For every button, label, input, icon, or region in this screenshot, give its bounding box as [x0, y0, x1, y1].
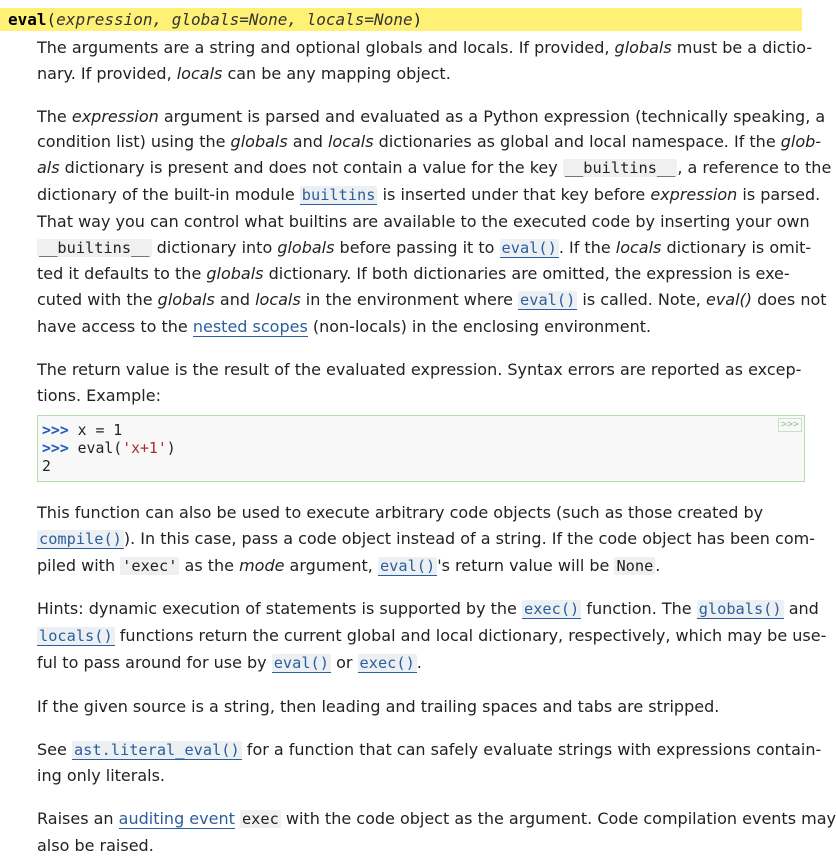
- exec-link[interactable]: exec(): [523, 600, 580, 619]
- function-params: expression, globals=None, locals=None: [56, 10, 413, 29]
- eval-link[interactable]: eval(): [379, 556, 436, 575]
- locals-link[interactable]: locals(): [39, 627, 113, 646]
- prompt: >>>: [42, 440, 69, 457]
- paragraph-expression: The expression argument is parsed and evaluated as a Python expression (technically speaking, a condition list) using the globals and locals dictionaries as global and local namespace. If the glob- als dictionary is present and does not contain a value for the key __builtins__ , a reference to the dictionary of the built-in module builtins is inserted under that key before expression is parsed. That way you can control what builtins are available to the executed code by inserting your own __builtins__ dictionary into globals before passing it to eval() . If the locals dictionary is omit- ted it defaults to the globals dictionary. If both dictionaries are omitted, the expression is exe- cuted with the globals and locals in the environment where eval() is called. Note, eval() does not have access to the nested scopes (non-locals) in the enclosing environment.: [37, 106, 832, 336]
- auditing-event-link[interactable]: auditing event: [118, 809, 235, 829]
- paragraph-code-objects: This function can also be used to execute arbitrary code objects (such as those created by compile() ). In this case, pass a code object instead of a string. If the code object has been com- piled with 'exec' as the mode argument, eval() 's return value will be None .: [37, 503, 815, 575]
- exec-link[interactable]: exec(): [359, 653, 415, 672]
- compile-link[interactable]: compile(): [39, 529, 122, 548]
- open-paren: (: [46, 10, 57, 29]
- copy-prompt-toggle-button[interactable]: >>>: [778, 418, 802, 432]
- eval-link[interactable]: eval(): [520, 291, 576, 310]
- eval-link[interactable]: eval(): [501, 238, 557, 257]
- example-output: 2: [42, 458, 51, 475]
- paragraph-auditing: Raises an auditing event exec with the code object as the argument. Code compilation events may also be raised.: [37, 809, 836, 855]
- close-paren: ): [412, 10, 423, 29]
- nested-scopes-link[interactable]: nested scopes: [192, 316, 308, 336]
- prompt: >>>: [42, 422, 69, 439]
- doc-body-lower: [37, 500, 836, 859]
- paragraph-source-stripping: If the given source is a string, then leading and trailing spaces and tabs are stripped.: [37, 696, 720, 716]
- globals-link[interactable]: globals(): [698, 600, 782, 619]
- function-signature: [0, 8, 802, 31]
- eval-link[interactable]: eval(): [273, 653, 329, 672]
- ast-literal-eval-link[interactable]: ast.literal_eval(): [73, 740, 240, 759]
- paragraph-literal-eval: See ast.literal_eval() for a function that can safely evaluate strings with expressions contain- ing only literals.: [37, 739, 822, 786]
- code-example: >>> >>> x = 1 >>> eval('x+1') 2: [37, 415, 805, 482]
- doc-body: [37, 35, 832, 408]
- builtins-key-code: __builtins__: [564, 159, 676, 178]
- builtins-module-link[interactable]: builtins: [301, 185, 376, 204]
- function-name: eval: [8, 10, 47, 29]
- paragraph-hints: Hints: dynamic execution of statements is supported by the exec() function. The globals() and locals() functions return the current global and local dictionary, respectively, which may be use- ful to pass around for use by eval() or exec() .: [37, 599, 827, 672]
- paragraph-return-value: The return value is the result of the evaluated expression. Syntax errors are reported as excep- tions. Example:: [37, 359, 802, 405]
- paragraph-arguments: The arguments are a string and optional globals and locals. If provided, globals must be a dictio- nary. If provided, locals can be any mapping object.: [37, 38, 813, 83]
